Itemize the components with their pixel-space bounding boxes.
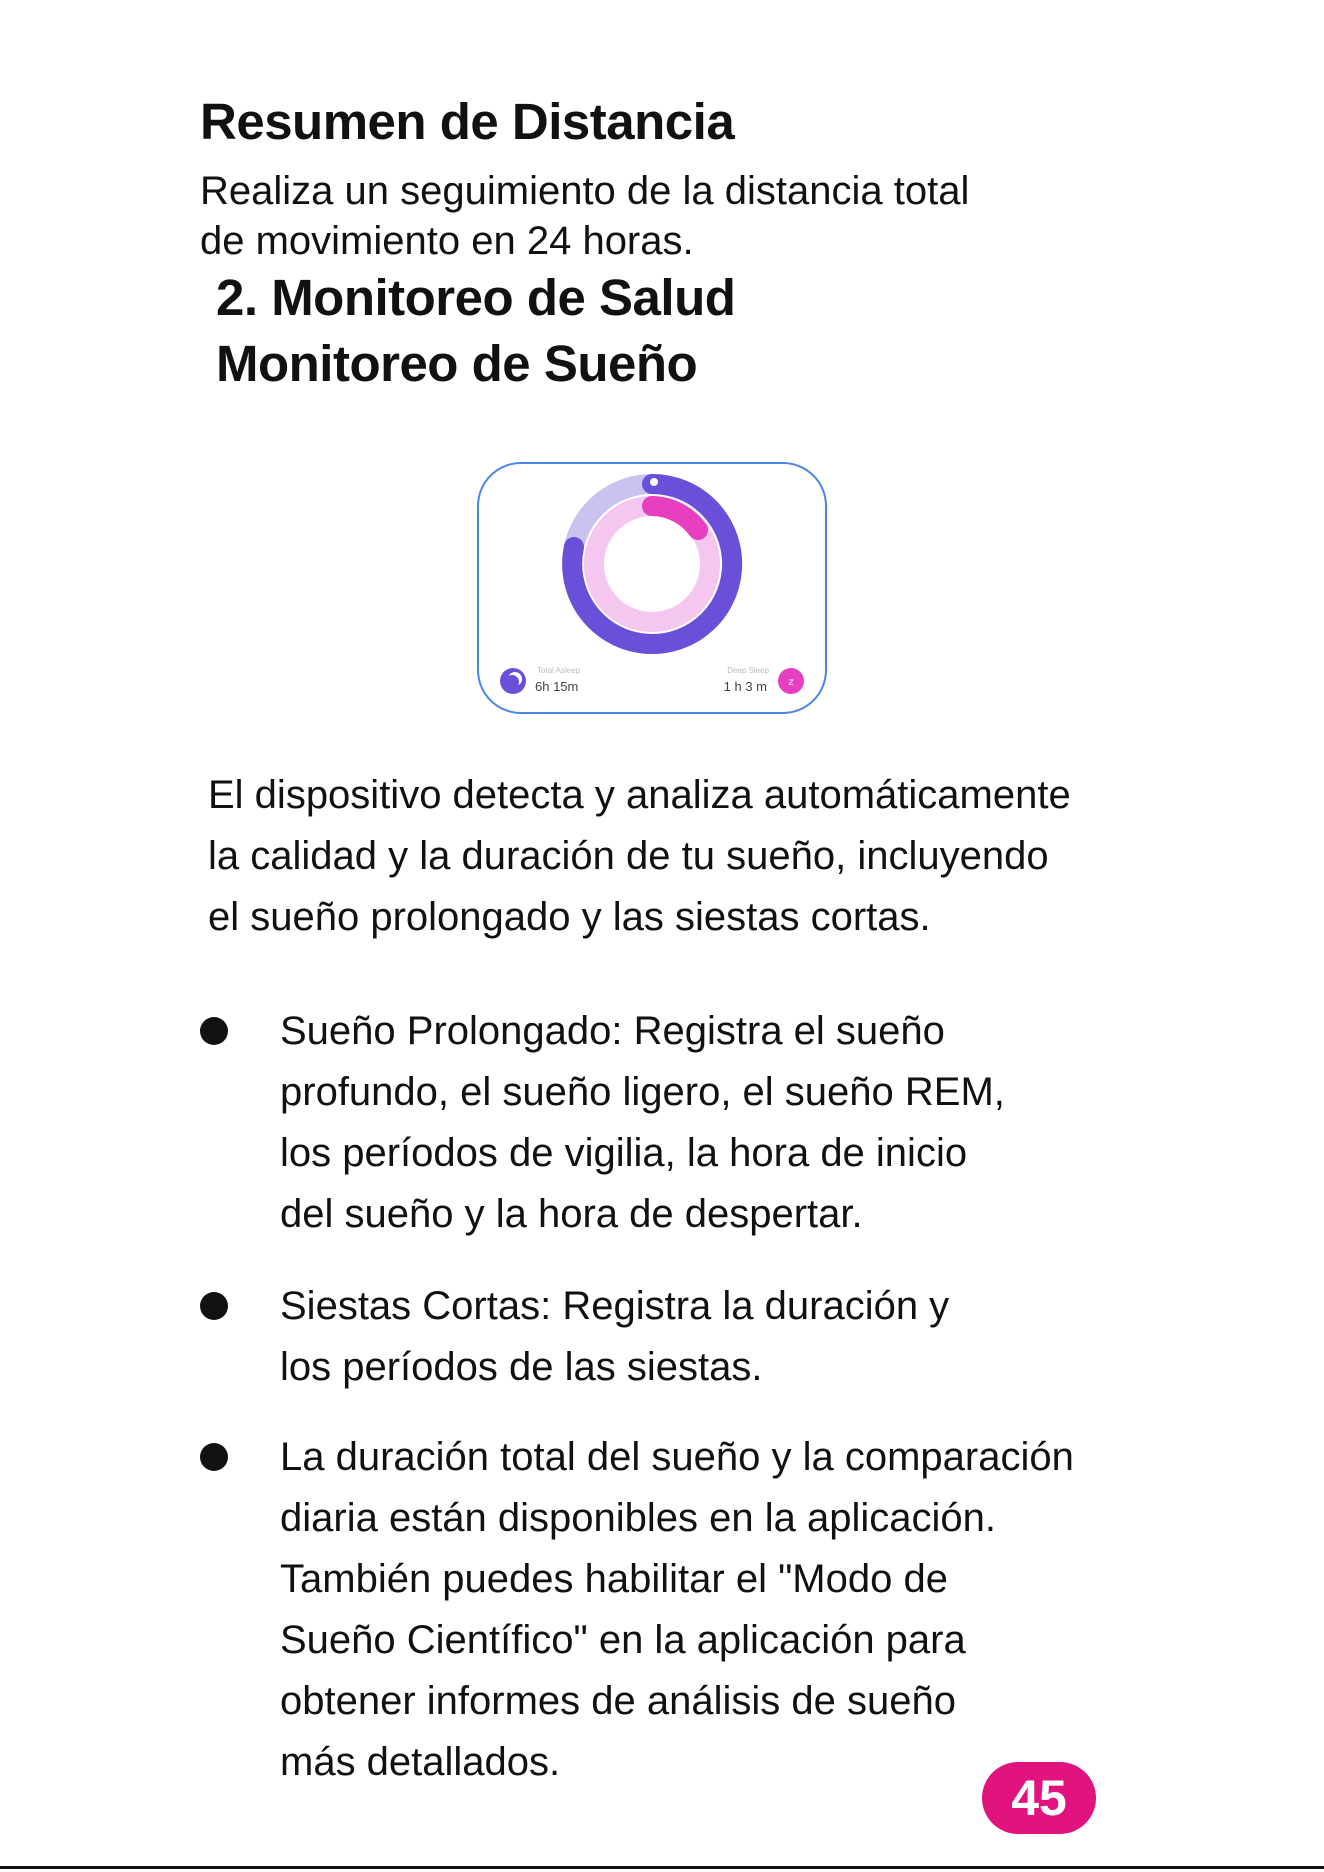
bullet-line: obtener informes de análisis de sueño [280, 1679, 956, 1723]
bullet-line: profundo, el sueño ligero, el sueño REM, [280, 1070, 1005, 1114]
total-asleep-value: 6h 15m [535, 679, 579, 694]
deep-sleep-label: Deep Sleep [727, 666, 769, 675]
bullet-line: del sueño y la hora de despertar. [280, 1192, 863, 1236]
bullet-line: más detallados. [280, 1740, 561, 1784]
bullet-dot [200, 1443, 228, 1471]
sleep-ring-chart [479, 464, 825, 712]
bullet-dot [200, 1292, 228, 1320]
bullet-line: Sueño Prolongado: Registra el sueño [280, 1009, 945, 1053]
bullet-line: La duración total del sueño y la comparación [280, 1435, 1074, 1479]
distance-title: Resumen de Distancia [200, 93, 735, 150]
section-title: 2. Monitoreo de Salud [216, 269, 736, 326]
bullet-item-naps [280, 1276, 949, 1398]
bullet-line: los períodos de las siestas. [280, 1345, 763, 1389]
description-line: el sueño prolongado y las siestas cortas. [208, 895, 931, 939]
bullet-item-long-sleep [280, 1001, 1005, 1245]
bullet-item-total-sleep [280, 1427, 1074, 1793]
svg-text:z: z [788, 677, 794, 688]
description-line: la calidad y la duración de tu sueño, incluyendo [208, 834, 1049, 878]
description-line: El dispositivo detecta y analiza automáticamente [208, 773, 1071, 817]
bullet-line: diaria están disponibles en la aplicación. [280, 1496, 997, 1540]
bullet-line: Siestas Cortas: Registra la duración y [280, 1284, 950, 1328]
page-bottom-border [0, 1866, 1324, 1869]
distance-line: de movimiento en 24 horas. [200, 219, 694, 263]
bullet-line: los períodos de vigilia, la hora de inicio [280, 1131, 968, 1175]
page-number: 45 [982, 1762, 1096, 1834]
total-asleep-label: Total Asleep [537, 666, 581, 675]
bullet-dot [200, 1017, 228, 1045]
bullet-line: Sueño Científico" en la aplicación para [280, 1618, 966, 1662]
distance-description [200, 166, 969, 266]
watch-screen-illustration [477, 462, 827, 714]
deep-sleep-arc [652, 506, 698, 530]
distance-line: Realiza un seguimiento de la distancia total [200, 169, 970, 213]
subsection-title: Monitoreo de Sueño [216, 335, 698, 392]
sleep-description [208, 765, 1071, 948]
bullet-line: También puedes habilitar el "Modo de [280, 1557, 948, 1601]
deep-sleep-value: 1 h 3 m [723, 679, 767, 694]
